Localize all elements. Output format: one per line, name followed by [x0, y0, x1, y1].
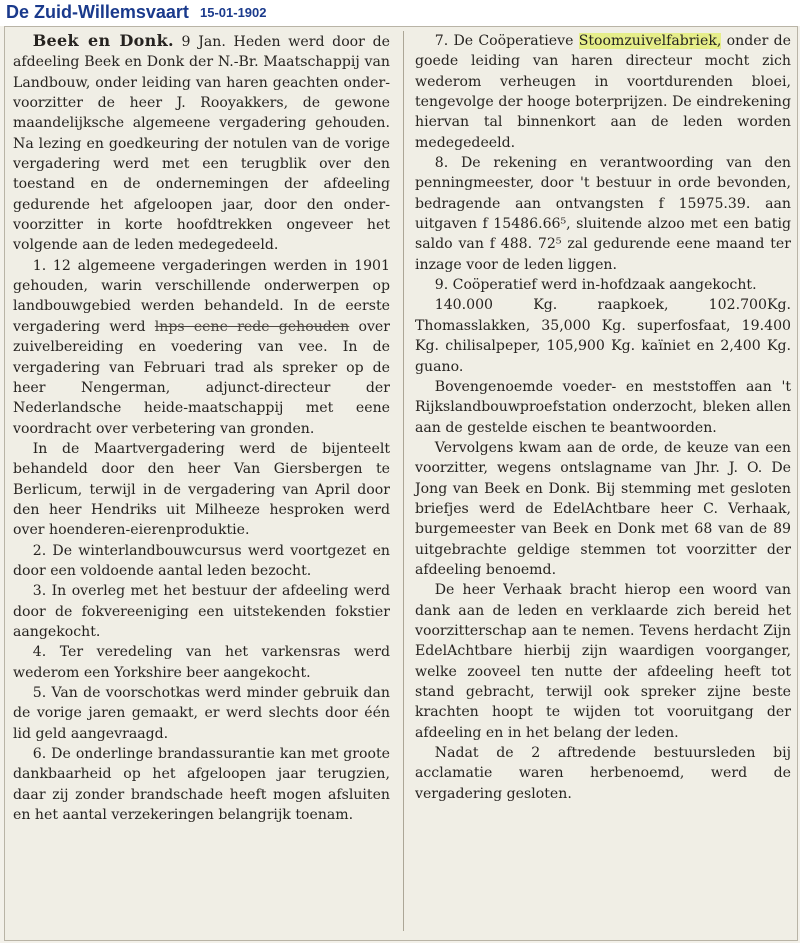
item-1-text-b: over zuivelbereiding en voedering van vee. In de vergadering van Februari trad als spreker op de heer Nengerman, adjunct-directeur der Nederlandsche heide-maatschappij met eene voordracht over verbetering van gronden.	[13, 318, 391, 437]
paragraph-item-1	[13, 256, 390, 439]
highlighted-term: Stoomzuivelfabriek,	[578, 33, 722, 49]
article-dateline: Beek en Donk.	[32, 31, 174, 50]
paragraph-item-7	[415, 31, 791, 153]
article-column-left	[13, 31, 390, 825]
paragraph-acceptance: De heer Verhaak bracht hierop een woord van dank aan de leden en verklaarde zich bereid het voorzitterschap aan te nemen. Tevens herdacht Zijn EdelAchtbare hierbij zijn waardigen voorganger, welke zooveel ten nutte der afdeeling heeft tot stand gebracht, terwijl ook spreker zijne beste krachten hoopt te wijden tot vooruitgang der afdeeling en in het belang der leden.	[415, 582, 791, 741]
intro-text: 9 Jan. Heden werd door de afdeeling Beek en Donk der N.-Br. Maatschappij van Landbouw, onder leiding van haren geachten onder-voorzitter de heer J. Rooyakkers, de gewone maandelijksche algemeene vergadering gehouden. Na lezing en goedkeuring der notulen van de vorige vergadering werd met een terugblik over den toestand en de ondernemingen der afdeeling gedurende het afgeloopen jaar, door den onder-voorzitter in korte hoofdtrekken ongeveer het volgende aan de leden medegedeeld.	[13, 34, 390, 254]
header-bar	[0, 0, 800, 26]
paragraph-purchases: 140.000 Kg. raapkoek, 102.700Kg. Thomasslakken, 35,000 Kg. superfosfaat, 19.400 Kg. chilisalpeper, 105,900 Kg. kaïniet en 2,400 Kg. guano.	[415, 297, 791, 375]
paragraph-item-9: 9. Coöperatief werd in-hofdzaak aangekocht.	[434, 277, 757, 294]
column-divider	[403, 31, 404, 931]
paragraph-item-3: 3. In overleg met het bestuur der afdeeling werd door de fokvereeniging een uitstekenden fokstier aangekocht.	[13, 583, 390, 640]
paragraph-march: In de Maartvergadering werd de bijenteelt behandeld door den heer Van Giersbergen te Berlicum, terwijl in de vergadering van April door den heer Hendriks uit Milheeze hesproken werd over hoenderen-eierenproduktie.	[13, 440, 390, 539]
paragraph-item-6: 6. De onderlinge brandassurantie kan met groote dankbaarheid op het afgeloopen jaar terugzien, daar zij zonder brandschade heeft mogen afsluiten en het aantal verzekeringen belangrijk toenam.	[13, 746, 390, 824]
paragraph-item-2: 2. De winterlandbouwcursus werd voortgezet en door een voldoende aantal leden bezocht.	[13, 542, 390, 579]
article-column-right	[415, 31, 791, 804]
paragraph-inspection: Bovengenoemde voeder- en meststoffen aan 't Rijkslandbouwproefstation onderzocht, bleken allen aan de gestelde eischen te beantwoorden.	[415, 378, 791, 436]
item-7-text-b: onder de goede leiding van haren directeur mocht zich wederom verheugen in voortdurenden bloei, tengevolge der hooge boterprijzen. De eindrekening hiervan tal binnenkort aan de leden worden medegedeeld.	[415, 33, 791, 151]
paragraph-intro	[13, 31, 390, 256]
paragraph-election: Vervolgens kwam aan de orde, de keuze van een voorzitter, wegens ontslagname van Jhr. J. O. De Jong van Beek en Donk. Bij stemming met gesloten briefjes werd de EdelAchtbare heer C. Verhaak, burgemeester van Beek en Donk met 68 van de 89 uitgebrachte geldige stemmen tot voorzitter der afdeeling benoemd.	[415, 439, 791, 578]
paragraph-closing: Nadat de 2 aftredende bestuursleden bij acclamatie waren herbenoemd, werd de vergadering gesloten.	[415, 745, 791, 802]
item-1-text-a: 1. 12 algemeene vergaderingen werden in 1901 gehouden, warin verschillende onderwerpen op landbouwgebied werden behandeld. In de eerste vergadering werd	[13, 257, 390, 335]
item-7-text-a: 7. De Coöperatieve	[434, 33, 579, 49]
struck-text: lnps eene rede gehouden	[154, 318, 350, 335]
paragraph-item-4: 4. Ter veredeling van het varkensras werd wederom een Yorkshire beer aangekocht.	[13, 644, 390, 681]
paragraph-item-5: 5. Van de voorschotkas werd minder gebruik dan de vorige jaren gemaakt, er werd slechts door één lid geld aangevraagd.	[13, 685, 390, 742]
newspaper-clipping	[4, 26, 798, 941]
newspaper-title: De Zuid-Willemsvaart	[6, 2, 189, 22]
publication-date: 15-01-1902	[200, 5, 267, 20]
paragraph-item-8: 8. De rekening en verantwoording van den penningmeester, door 't bestuur in orde bevonden, bedragende aan ontvangsten f 15975.39. aan uitgaven f 15486.66⁵, sluitende alzoo met een batig saldo van f 488. 72⁵ zal gedurende eene maand ter inzage voor de leden liggen.	[415, 155, 791, 273]
